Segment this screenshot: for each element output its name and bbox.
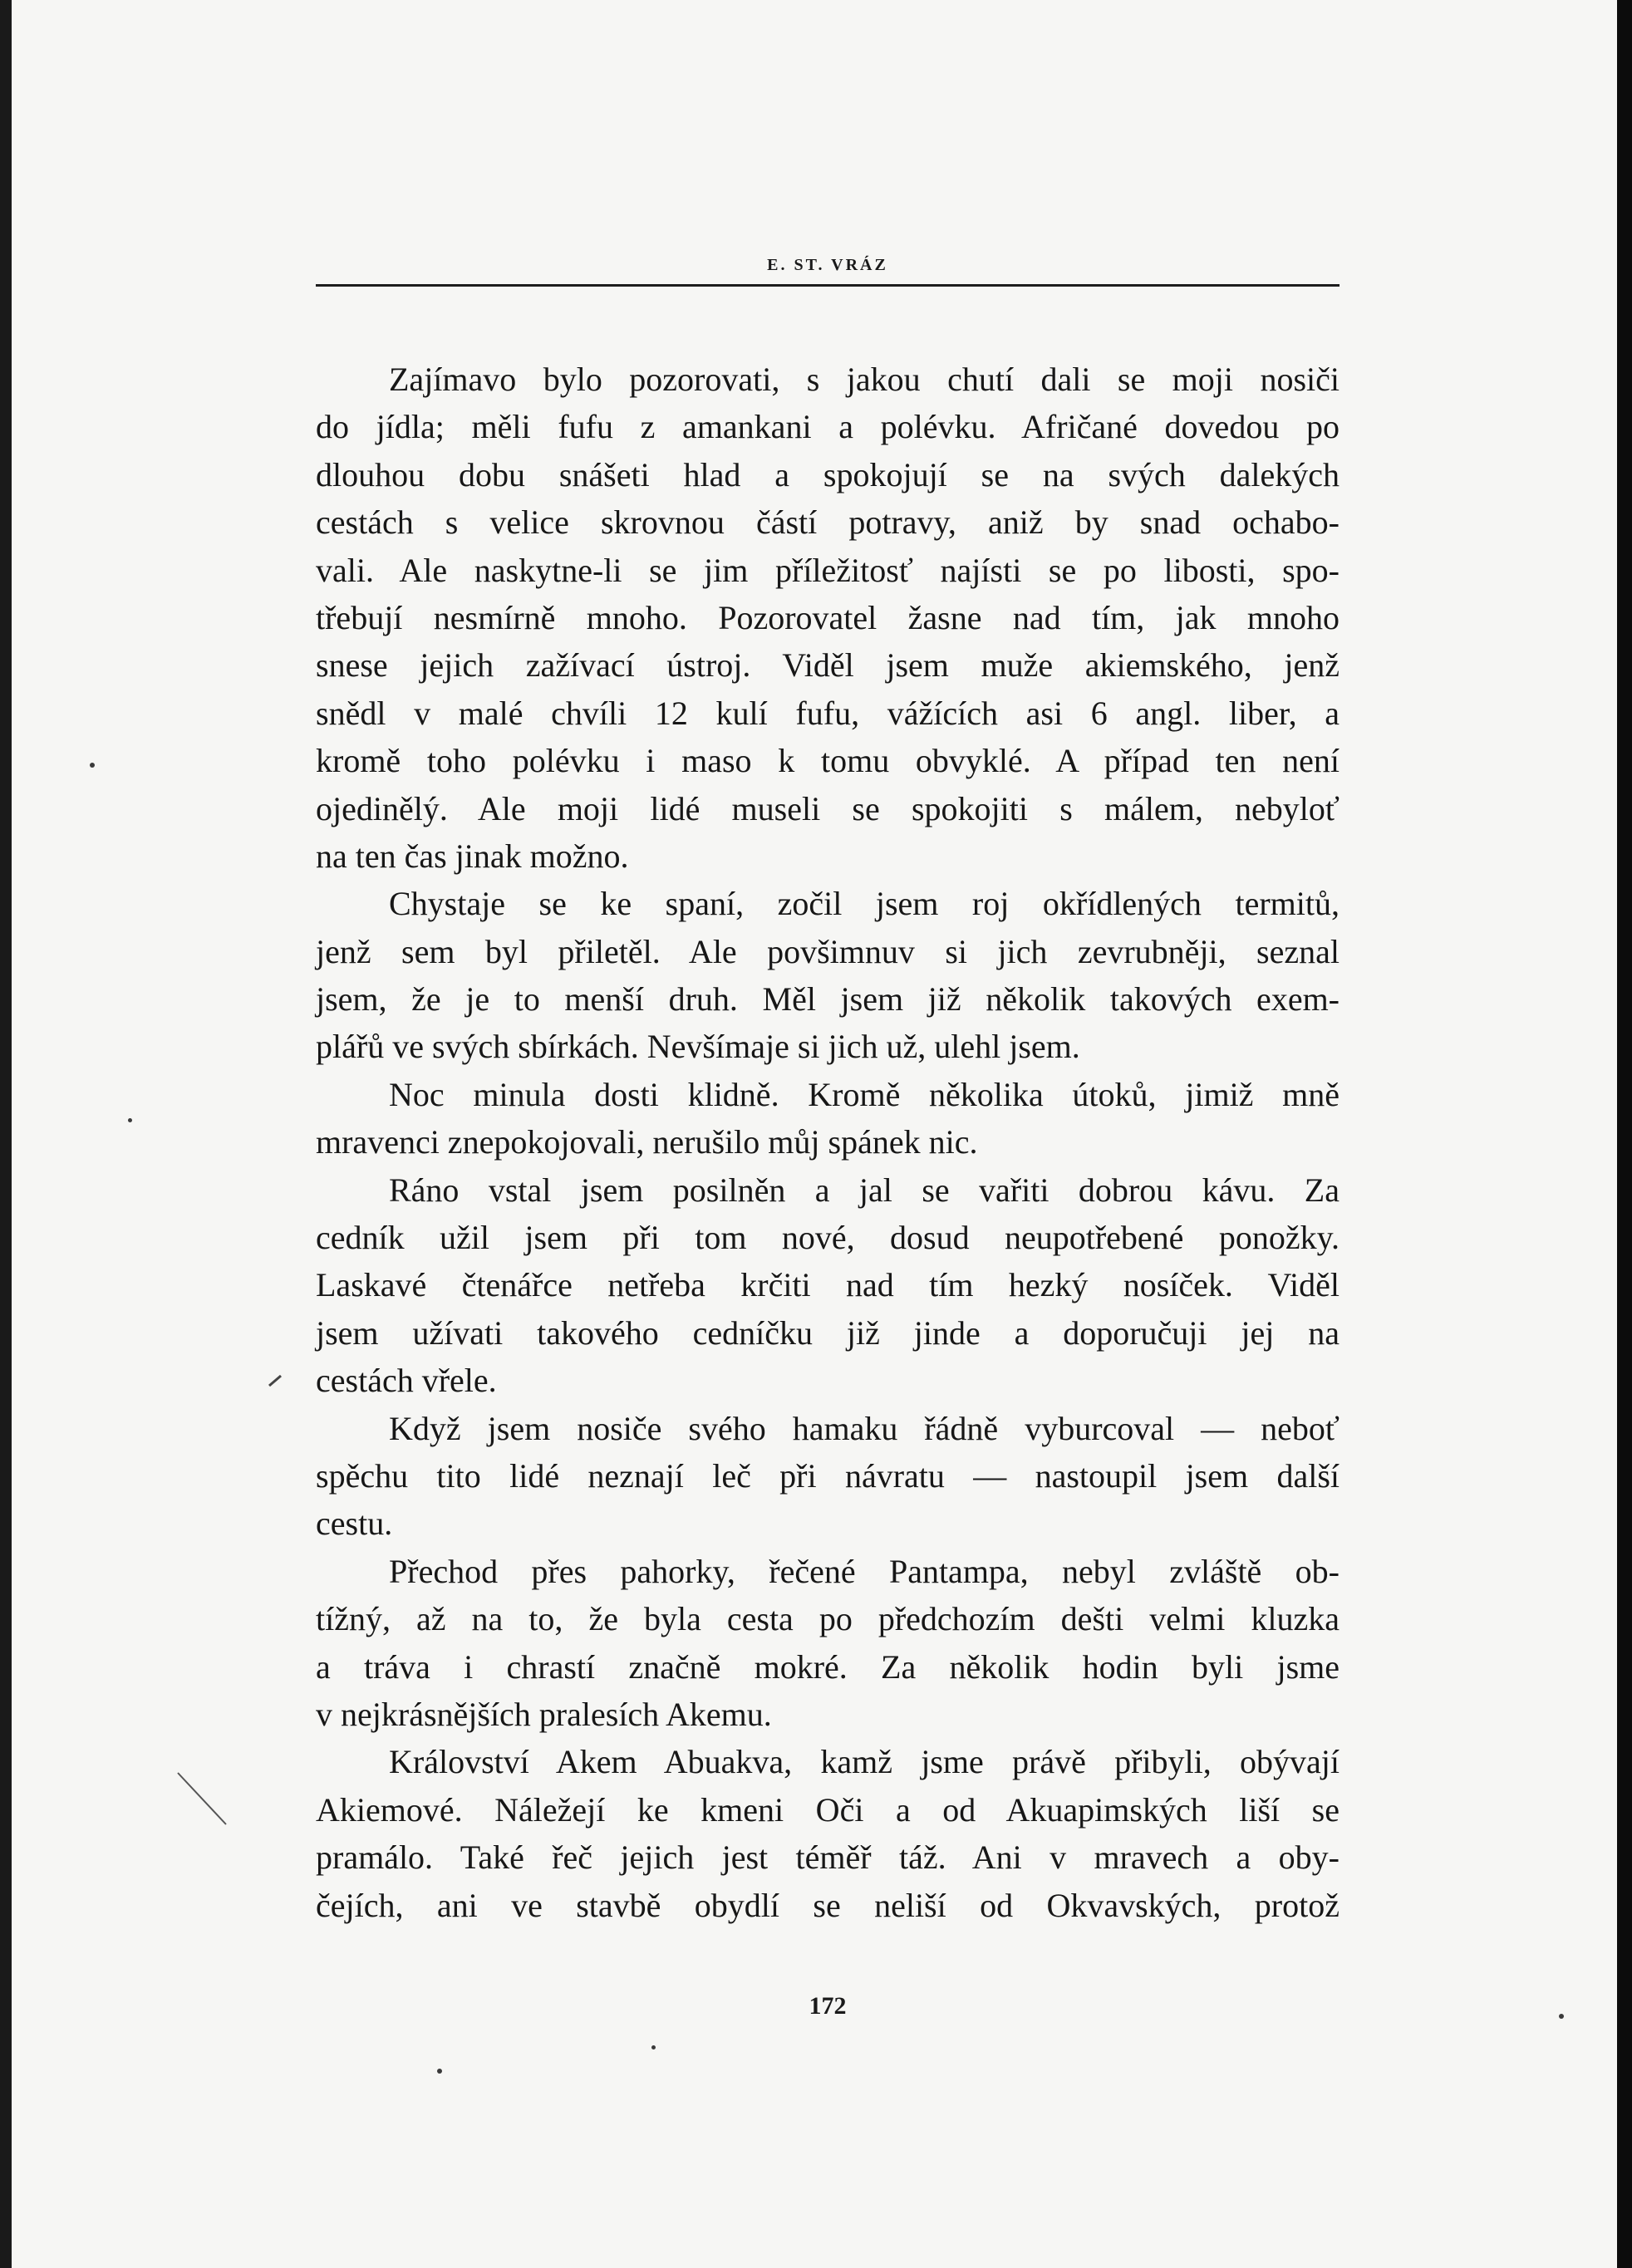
text-line: Zajímavo bylo pozorovati, s jakou chutí dali se moji nosiči — [389, 361, 1340, 398]
text-line: snese jejich zažívací ústroj. Viděl jsem muže akiemského, jenž — [316, 646, 1340, 685]
paragraph-7 — [316, 1738, 1340, 1929]
text-line: do jídla; měli fufu z amankani a polévku. Afričané dovedou po — [316, 408, 1340, 446]
scan-speck — [90, 763, 95, 768]
text-line: cestách s velice skrovnou částí potravy, aniž by snad ochabo- — [316, 503, 1340, 542]
paragraph-3 — [316, 1071, 1340, 1166]
paragraph-5 — [316, 1405, 1340, 1548]
header-rule — [316, 284, 1340, 287]
body-text — [316, 356, 1340, 1929]
paragraph-6 — [316, 1548, 1340, 1739]
text-line: v nejkrásnějších pralesích Akemu. — [316, 1695, 772, 1733]
paragraph-1 — [316, 356, 1340, 880]
scan-scratch — [266, 1371, 286, 1391]
text-line: Ráno vstal jsem posilněn a jal se vařiti dobrou kávu. Za — [389, 1171, 1340, 1209]
text-line: mravenci znepokojovali, nerušilo můj spánek nic. — [316, 1123, 978, 1161]
text-line: Laskavé čtenářce netřeba krčiti nad tím hezký nosíček. Viděl — [316, 1266, 1340, 1304]
text-line: kromě toho polévku i maso k tomu obvyklé. A případ ten není — [316, 742, 1340, 780]
text-line: spěchu tito lidé neznají leč při návratu — nastoupil jsem další — [316, 1456, 1340, 1495]
text-line: Když jsem nosiče svého hamaku řádně vyburcoval — neboť — [389, 1409, 1340, 1447]
text-line: na ten čas jinak možno. — [316, 837, 629, 875]
text-line: jsem užívati takového cedníčku již jinde a doporučuji jej na — [316, 1313, 1340, 1352]
text-line: ojedinělý. Ale moji lidé museli se spokojiti s málem, nebyloť — [316, 789, 1340, 827]
scan-speck — [128, 1118, 132, 1122]
scan-left-edge — [0, 0, 12, 2268]
text-line: cestách vřele. — [316, 1362, 497, 1400]
text-line: cestu. — [316, 1505, 393, 1543]
text-line: Chystaje se ke spaní, zočil jsem roj okřídlených termitů, — [389, 885, 1340, 923]
text-line: Přechod přes pahorky, řečené Pantampa, nebyl zvláště ob- — [389, 1552, 1340, 1590]
paragraph-2 — [316, 880, 1340, 1071]
running-header: E. ST. VRÁZ — [767, 256, 888, 274]
scan-scratch — [175, 1770, 241, 1836]
text-line: jenž sem byl přiletěl. Ale povšimnuv si jich zevrubněji, seznal — [316, 932, 1340, 970]
scan-speck — [437, 2069, 442, 2074]
text-line: Noc minula dosti klidně. Kromě několika útoků, jimiž mně — [389, 1075, 1340, 1113]
text-line: pramálo. Také řeč jejich jest téměř táž. Ani v mravech a oby- — [316, 1838, 1340, 1877]
text-line: třebují nesmírně mnoho. Pozorovatel žasne nad tím, jak mnoho — [316, 598, 1340, 636]
text-line: čejích, ani ve stavbě obydlí se neliší od Okvavských, protož — [316, 1886, 1340, 1924]
text-line: snědl v malé chvíli 12 kulí fufu, vážících asi 6 angl. liber, a — [316, 694, 1340, 732]
paragraph-4 — [316, 1166, 1340, 1405]
text-line: a tráva i chrastí značně mokré. Za několik hodin byli jsme — [316, 1647, 1340, 1686]
scan-speck — [1559, 2014, 1564, 2019]
text-line: plářů ve svých sbírkách. Nevšímaje si jich už, ulehl jsem. — [316, 1028, 1080, 1066]
text-line: cedník užil jsem při tom nové, dosud neupotřebené ponožky. — [316, 1219, 1340, 1257]
text-line: jsem, že je to menší druh. Měl jsem již několik takových exem- — [316, 980, 1340, 1019]
text-line: Království Akem Abuakva, kamž jsme právě přibyli, obývají — [389, 1743, 1340, 1781]
text-line: Akiemové. Náležejí ke kmeni Oči a od Akuapimských liší se — [316, 1790, 1340, 1829]
text-line: vali. Ale naskytne-li se jim příležitosť najísti se po libosti, spo- — [316, 551, 1340, 589]
page-number: 172 — [809, 1992, 847, 2020]
text-line: dlouhou dobu snášeti hlad a spokojují se na svých dalekých — [316, 455, 1340, 493]
scan-speck — [651, 2045, 656, 2050]
text-line: tížný, až na to, že byla cesta po předchozím dešti velmi kluzka — [316, 1600, 1340, 1638]
